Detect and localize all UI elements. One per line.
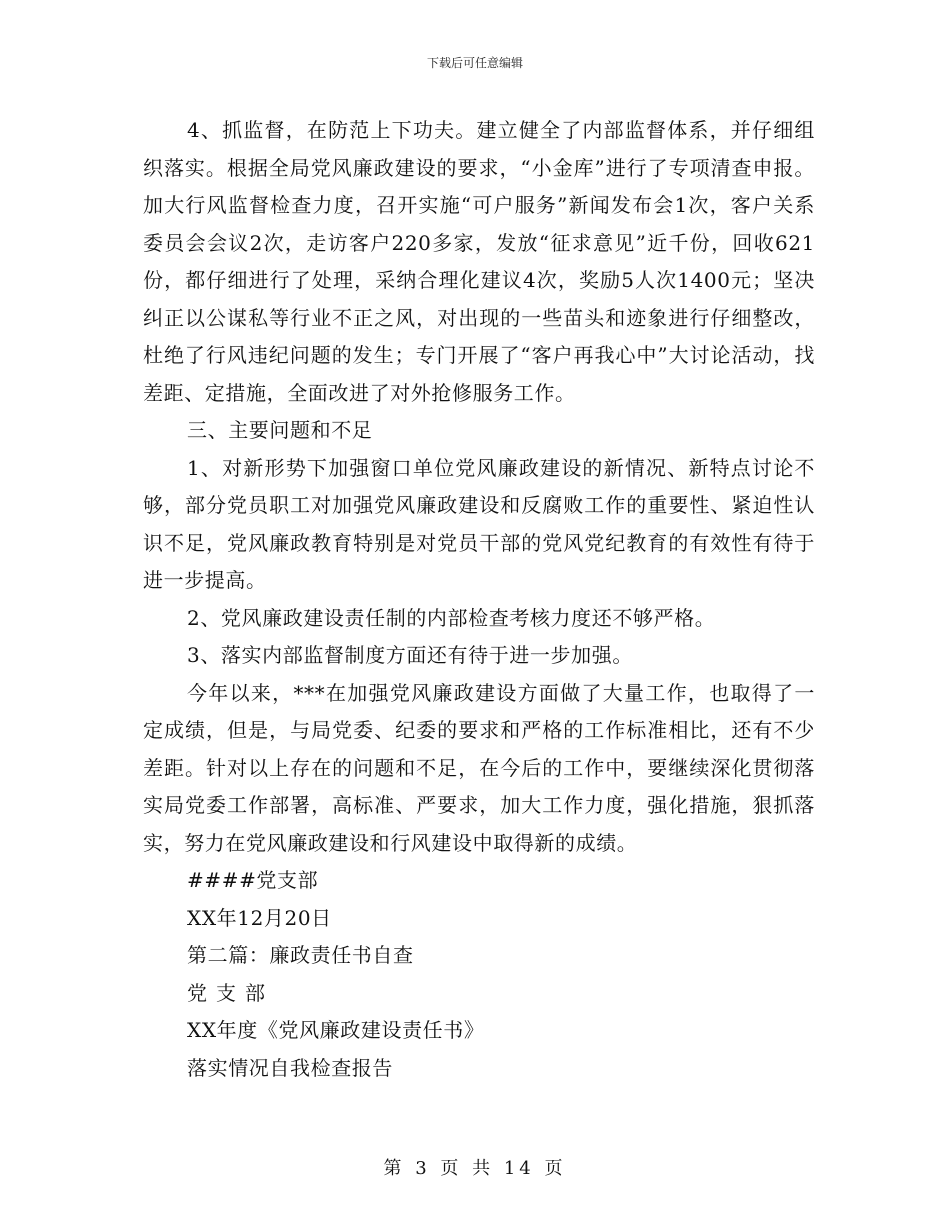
paragraph-problem-3: 3、落实内部监督制度方面还有待于进一步加强。 xyxy=(187,643,633,667)
section-heading-problems: 三、主要问题和不足 xyxy=(187,418,373,442)
report-subtitle: 落实情况自我检查报告 xyxy=(187,1055,393,1080)
paragraph-problem-1: 1、对新形势下加强窗口单位党风廉政建设的新情况、新特点讨论不够，部分党员职工对加强党风廉政建设和反腐败工作的重要性、紧迫性认识不足，党风廉政教育特别是对党员干部的党风党纪教育的有效性有待于进一步提高。 xyxy=(143,455,815,592)
document-body xyxy=(143,112,815,1087)
page-header-note: 下载后可任意编辑 xyxy=(426,56,523,70)
paragraph-summary: 今年以来，***在加强党风廉政建设方面做了大量工作，也取得了一定成绩，但是，与局党委、纪委的要求和严格的工作标准相比，还有不少差距。针对以上存在的问题和不足，在今后的工作中，要继续深化贯彻落实局党委工作部署，高标准、严要求，加大工作力度，强化措施，狠抓落实，努力在党风廉政建设和行风建设中取得新的成绩。 xyxy=(143,680,815,855)
report-title: XX年度《党风廉政建设责任书》 xyxy=(187,1018,485,1042)
next-article-title: 第二篇：廉政责任书自查 xyxy=(187,943,414,967)
signature-org: ####党支部 xyxy=(187,868,319,892)
org-name: 党支部 xyxy=(187,980,274,1005)
paragraph-supervision: 4、抓监督，在防范上下功夫。建立健全了内部监督体系，并仔细组织落实。根据全局党风廉政建设的要求，“小金库”进行了专项清查申报。加大行风监督检查力度，召开实施“可户服务”新闻发布会1次，客户关系委员会会议2次，走访客户220多家，发放“征求意见”近千份，回收621份，都仔细进行了处理，采纳合理化建议4次，奖励5人次1400元；坚决纠正以公谋私等行业不正之风，对出现的一些苗头和迹象进行仔细整改，杜绝了行风违纪问题的发生；专门开展了“客户再我心中”大讨论活动，找差距、定措施，全面改进了对外抢修服务工作。 xyxy=(143,118,815,405)
page-number-footer: 第 3 页 共 14 页 xyxy=(383,1158,567,1179)
paragraph-problem-2: 2、党风廉政建设责任制的内部检查考核力度还不够严格。 xyxy=(187,605,716,630)
signature-date: XX年12月20日 xyxy=(187,905,332,930)
